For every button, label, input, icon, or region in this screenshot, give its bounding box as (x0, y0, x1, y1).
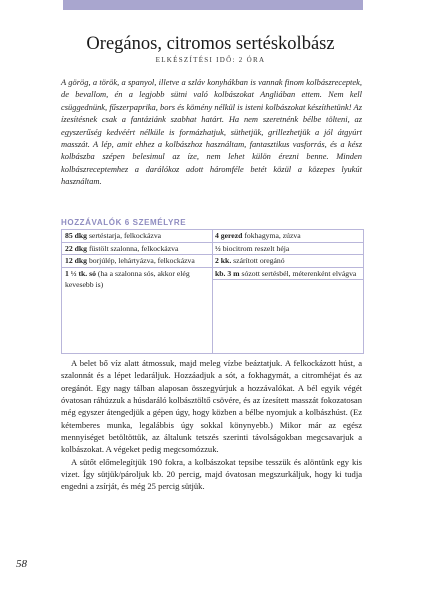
ingredient-item (62, 243, 212, 256)
ingredient-text: sertéstarja, felkockázva (88, 231, 162, 240)
ingredient-qty: 12 dkg (65, 256, 88, 266)
ingredient-qty: 4 gerezd (215, 231, 243, 240)
ingredient-qty: kb. 3 m (215, 268, 240, 278)
method-paragraph: A sütőt előmelegítjük 190 fokra, a kolbászokat tepsibe tesszük és alöntünk egy kis vizet. Így sütjük/pároljuk kb. 20 percig, majd óvatosan megszurkáljuk, hogy ki tudja engedni a zsírját, és még 25 percig sütjük. (61, 456, 362, 492)
ingredient-qty: 85 dkg (65, 231, 88, 240)
ingredient-item (62, 255, 212, 268)
intro-text (61, 76, 362, 188)
ingredient-text: füstölt szalonna, felkockázva (88, 243, 179, 253)
ingredient-item (212, 230, 363, 243)
ingredient-qty: 2 kk. (215, 256, 232, 266)
ingredient-text: sózott sertésbél, méterenként elvágva (241, 268, 357, 278)
page-number: 58 (16, 558, 27, 570)
prep-time: ELKÉSZÍTÉSI IDŐ: 2 ÓRA (155, 56, 266, 64)
method-text (61, 357, 362, 493)
ingredient-text: (ha a szalonna sós, akkor elég kevesebb is) (65, 268, 190, 290)
ingredient-item (62, 268, 212, 291)
ingredient-text: biocitrom reszelt héja (222, 243, 290, 253)
ingredient-item (212, 255, 363, 268)
ingredient-qty: 1 ½ tk. só (65, 268, 96, 278)
ingredients-table (61, 229, 364, 354)
ingredient-qty: 22 dkg (65, 243, 88, 253)
ingredient-item (212, 243, 363, 256)
header-accent-bar (63, 0, 363, 10)
ingredient-text: szárított oregánó (233, 256, 285, 266)
ingredient-item (212, 268, 363, 281)
method-paragraph: A belet bő víz alatt átmossuk, majd meleg vízbe beáztatjuk. A felkockázott húst, a szalonnát és a lépet ledaráljuk. Hozzáadjuk a sót, a fokhagymát, a citromhéjat és az oregánót. Egy nagy tálban alaposan összegyúrjuk a hozzávalókat. A bél egyik végét óvatosan ráhúzzuk a húsdaráló kolbásztöltő csövére, és az ízesített masszát fokozatosan még egyszer átengedjük a gépen úgy, hogy közben a bélbe nyomjuk a kolbászhúst. (Ez kétemberes munka, legalábbis úgy sokkal könynyebb.) Mikor már az egész mennyiséget betöltöttük, az általunk tetszés szerinti távolságokban megcsavarjuk a kolbászokat. A végeket pedig megcsomózzuk. (61, 358, 362, 455)
ingredient-text: borjúlép, lehártyázva, felkockázva (88, 256, 195, 266)
ingredients-column-left (62, 230, 213, 353)
ingredient-item (62, 230, 212, 243)
ingredient-qty: ½ (215, 243, 221, 253)
ingredients-column-right (212, 230, 363, 280)
intro-paragraph: A görög, a török, a spanyol, illetve a szláv konyhákban is vannak finom kolbászreceptek, de bevallom, én a legjobb sütni való kolbászokat Angliában ettem. Nem kell csüggednünk, fűszerpaprika, bors és kömény nélkül is isteni kolbászokat készíthetünk! Az ízesítésnek csak a fantáziánk szabhat határt. Ha nem szeretnénk bélbe tölteni, az egyszerűség kedvéért nélküle is formázhatjuk, süthetjük, grillezhetjük a jól átgyúrt masszát. A lép, amit ehhez a kolbászhoz használtam, fantasztikus vasforrás, és a kész kolbászba szépen belesimul az íze, nem lehet külön érezni benne. Minden kolbászreceptemhez a darálókoz adott háromféle betét közül a közepes lyukút használtam. (61, 77, 362, 187)
ingredients-heading: HOZZÁVALÓK 6 SZEMÉLYRE (61, 218, 187, 227)
recipe-title: Oregános, citromos sertéskolbász (86, 34, 335, 54)
ingredient-text: fokhagyma, zúzva (244, 231, 301, 240)
